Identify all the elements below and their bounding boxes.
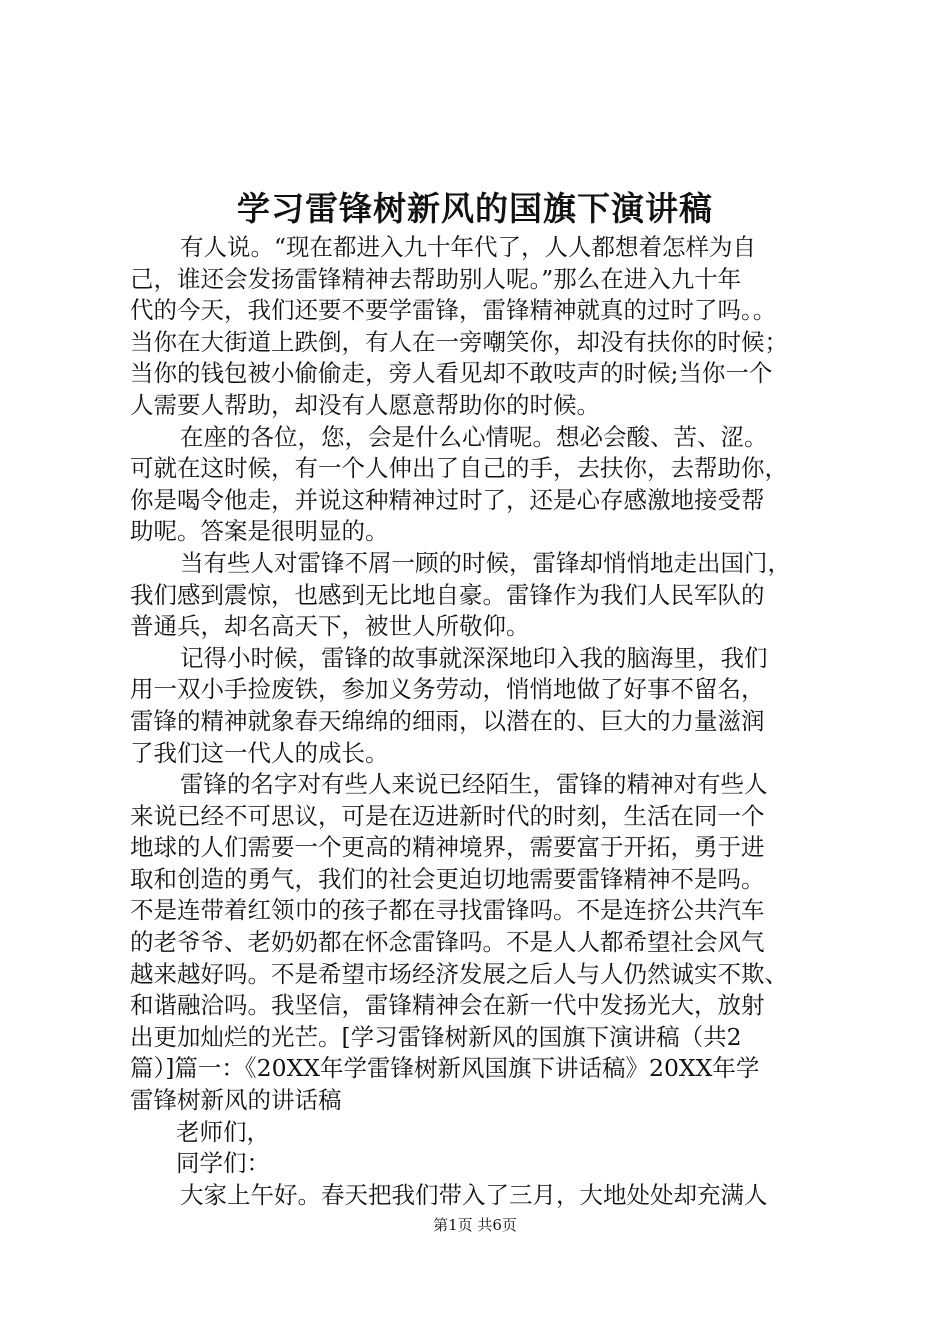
page-footer: 第1页 共6页 — [433, 1216, 517, 1234]
text-line: 当你的钱包被小偷偷走，旁人看见却不敢吱声的时候;当你一个 — [130, 359, 773, 388]
text-line: 地球的人们需要一个更高的精神境界，需要富于开拓，勇于进 — [130, 833, 765, 862]
text-line: 大家上午好。春天把我们带入了三月，大地处处却充满人 — [180, 1180, 768, 1209]
text-line: 你是喝令他走，并说这种精神过时了，还是心存感激地接受帮 — [130, 485, 765, 514]
text-line: 我们感到震惊，也感到无比地自豪。雷锋作为我们人民军队的 — [130, 580, 765, 609]
text-line: 用一双小手捡废铁，参加义务劳动，悄悄地做了好事不留名， — [130, 675, 765, 704]
text-line: 雷锋的精神就象春天绵绵的细雨，以潜在的、巨大的力量滋润 — [130, 706, 765, 735]
text-line: 雷锋的名字对有些人来说已经陌生，雷锋的精神对有些人 — [180, 770, 768, 799]
text-line: 助呢。答案是很明显的。 — [130, 517, 389, 546]
text-line: 己，谁还会发扬雷锋精神去帮助别人呢。”那么在进入九十年 — [130, 264, 742, 293]
document-title: 学习雷锋树新风的国旗下演讲稿 — [237, 189, 713, 228]
text-line: 了我们这一代人的成长。 — [130, 738, 389, 767]
text-line: 同学们： — [176, 1149, 270, 1178]
text-line: 雷锋树新风的讲话稿 — [130, 1086, 342, 1115]
text-line: 当有些人对雷锋不屑一顾的时候，雷锋却悄悄地走出国门， — [180, 548, 791, 577]
text-line: 可就在这时候，有一个人伸出了自己的手，去扶你，去帮助你， — [130, 454, 788, 483]
document-body — [130, 232, 835, 1211]
text-line: 的老爷爷、老奶奶都在怀念雷锋吗。不是人人都希望社会风气 — [130, 928, 765, 957]
text-line: 老师们， — [176, 1117, 270, 1146]
text-line: 出更加灿烂的光芒。[学习雷锋树新风的国旗下演讲稿（共2 — [130, 1022, 742, 1051]
text-line: 不是连带着红领巾的孩子都在寻找雷锋吗。不是连挤公共汽车 — [130, 896, 765, 925]
text-line: 篇）]篇一：《20XX年学雷锋树新风国旗下讲话稿》20XX年学 — [130, 1054, 760, 1083]
text-line: 越来越好吗。不是希望市场经济发展之后人与人仍然诚实不欺、 — [130, 959, 788, 988]
text-line: 来说已经不可思议，可是在迈进新时代的时刻，生活在同一个 — [130, 801, 765, 830]
text-line: 普通兵，却名高天下，被世人所敬仰。 — [130, 612, 530, 641]
text-line: 记得小时候，雷锋的故事就深深地印入我的脑海里，我们 — [180, 643, 768, 672]
text-line: 代的今天，我们还要不要学雷锋，雷锋精神就真的过时了吗。。 — [130, 296, 777, 325]
text-line: 取和创造的勇气，我们的社会更迫切地需要雷锋精神不是吗。 — [130, 864, 765, 893]
text-line: 有人说。“现在都进入九十年代了，人人都想着怎样为自 — [180, 233, 757, 261]
text-line: 在座的各位，您，会是什么心情呢。想必会酸、苦、涩。 — [180, 422, 768, 451]
text-line: 和谐融洽吗。我坚信，雷锋精神会在新一代中发扬光大，放射 — [130, 991, 765, 1020]
text-line: 当你在大街道上跌倒，有人在一旁嘲笑你，却没有扶你的时候； — [130, 327, 788, 356]
text-line: 人需要人帮助，却没有人愿意帮助你的时候。 — [130, 390, 600, 419]
